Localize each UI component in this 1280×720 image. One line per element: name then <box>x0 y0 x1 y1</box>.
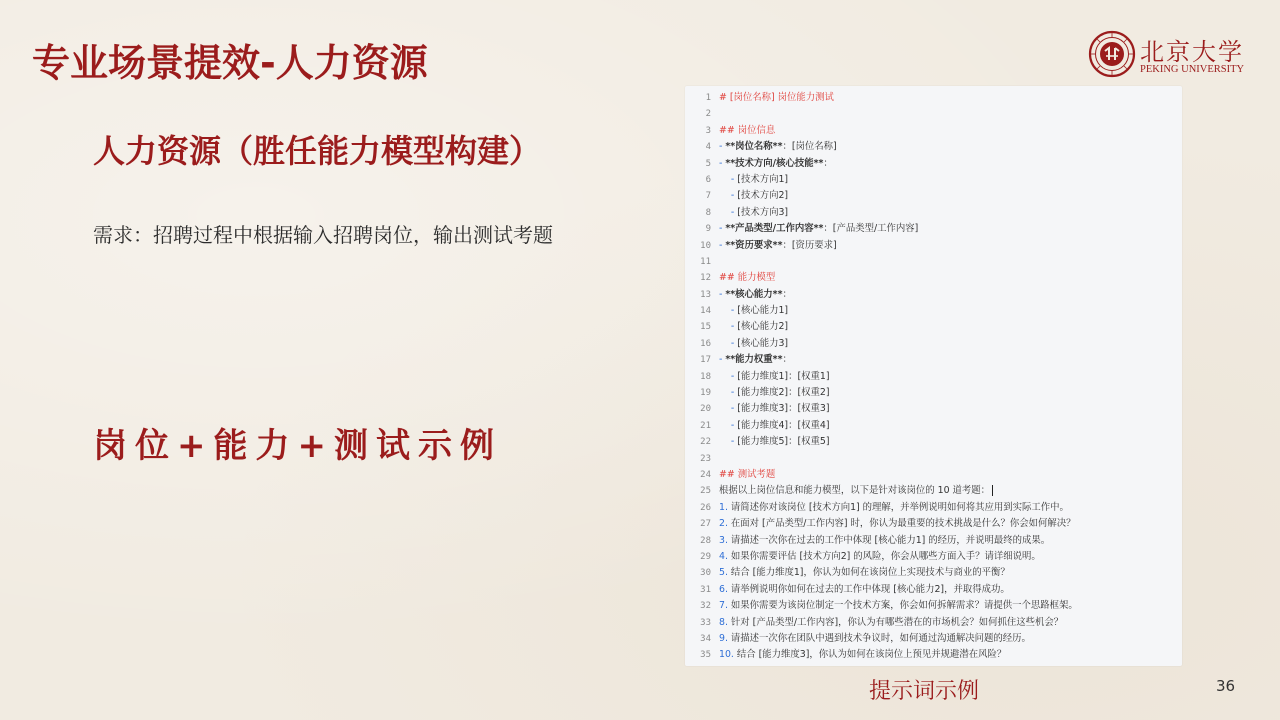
code-text: 1. 请简述你对该岗位 [技术方向1] 的理解，并举例说明如何将其应用到实际工作中。 <box>719 501 1069 513</box>
code-text: 7. 如果你需要为该岗位制定一个技术方案，你会如何拆解需求？请提供一个思路框架。 <box>719 600 1078 612</box>
code-line <box>685 615 1182 631</box>
code-text: 5. 结合 [能力维度1]，你认为如何在该岗位上实现技术与商业的平衡？ <box>719 567 1010 579</box>
code-text: - **能力权重**： <box>719 354 792 366</box>
code-text: - [核心能力3] <box>730 337 789 349</box>
line-number: 10 <box>700 240 711 251</box>
line-number: 1 <box>705 93 711 103</box>
code-text: # [岗位名称] 岗位能力测试 <box>719 92 834 103</box>
logo-chinese-name: 北京大学 <box>1140 38 1244 66</box>
code-text: ## 能力模型 <box>719 272 776 284</box>
code-line <box>685 500 1182 516</box>
code-line <box>685 172 1182 188</box>
code-text: - [核心能力2] <box>730 321 789 333</box>
code-line <box>685 401 1182 417</box>
code-text: 3. 请描述一次你在过去的工作中体现 [核心能力1] 的经历，并说明最终的成果。 <box>719 534 1051 546</box>
line-number: 27 <box>700 519 711 530</box>
line-number: 22 <box>700 437 711 448</box>
line-number: 34 <box>700 633 711 644</box>
code-text: 6. 请举例说明你如何在过去的工作中体现 [核心能力2]，并取得成功。 <box>719 583 1010 595</box>
code-text: - [能力维度2]：[权重2] <box>730 387 830 399</box>
code-text: 8. 针对 [产品类型/工作内容]，你认为有哪些潜在的市场机会？如何抓住这些机会？ <box>719 616 1064 628</box>
code-text: 4. 如果你需要评估 [技术方向2] 的风险，你会从哪些方面入手？请详细说明。 <box>719 550 1041 562</box>
code-line <box>685 549 1182 565</box>
code-text: - [能力维度5]：[权重5] <box>730 436 830 448</box>
code-line <box>685 270 1182 286</box>
line-number: 20 <box>700 404 711 415</box>
line-number: 17 <box>700 355 711 366</box>
code-line <box>685 123 1182 139</box>
code-line <box>685 106 1182 122</box>
code-line <box>685 369 1182 385</box>
code-line <box>685 319 1182 335</box>
code-text: 2. 在面对 [产品类型/工作内容] 时，你认为最重要的技术挑战是什么？你会如何解决？ <box>719 518 1076 530</box>
code-text: - [核心能力1] <box>730 305 789 317</box>
line-number: 4 <box>705 142 711 153</box>
code-text: - **技术方向/核心技能**： <box>719 157 833 169</box>
line-number: 11 <box>700 256 711 267</box>
line-number: 3 <box>705 125 711 136</box>
code-text: ## 测试考题 <box>719 468 776 480</box>
text-cursor <box>992 485 993 496</box>
prompt-code-panel <box>685 86 1182 666</box>
code-line <box>685 418 1182 434</box>
section-subtitle: 人力资源（胜任能力模型构建） <box>93 132 542 170</box>
code-text: - [能力维度1]：[权重1] <box>730 370 830 382</box>
code-line <box>685 451 1182 467</box>
line-number: 14 <box>700 306 711 317</box>
code-text: ## 岗位信息 <box>719 124 776 136</box>
code-line <box>685 565 1182 581</box>
slide-title: 专业场景提效-人力资源 <box>32 41 428 85</box>
code-line <box>685 156 1182 172</box>
line-number: 7 <box>705 191 711 202</box>
line-number: 15 <box>700 322 711 333</box>
requirement-text: 需求：招聘过程中根据输入招聘岗位，输出测试考题 <box>93 223 553 247</box>
line-number: 32 <box>700 601 711 612</box>
code-line <box>685 533 1182 549</box>
line-number: 30 <box>700 568 711 579</box>
line-number: 18 <box>700 371 711 382</box>
line-number: 23 <box>700 453 711 464</box>
code-text: - [技术方向1] <box>730 173 789 185</box>
code-line <box>685 385 1182 401</box>
line-number: 9 <box>705 224 711 235</box>
line-number: 21 <box>700 420 711 431</box>
line-number: 8 <box>705 207 711 218</box>
code-line <box>685 483 1182 499</box>
code-line <box>685 221 1182 237</box>
university-logo <box>1088 30 1258 80</box>
code-text: - [能力维度3]：[权重3] <box>730 403 830 415</box>
code-text: - [技术方向2] <box>730 190 789 202</box>
code-text: - [技术方向3] <box>730 206 789 218</box>
code-line <box>685 254 1182 270</box>
line-number: 25 <box>700 486 711 497</box>
line-number: 2 <box>705 109 711 120</box>
code-text: 10. 结合 [能力维度3]，你认为如何在该岗位上预见并规避潜在风险？ <box>719 649 1007 661</box>
line-number: 31 <box>700 584 711 595</box>
code-line <box>685 434 1182 450</box>
code-line <box>685 467 1182 483</box>
line-number: 12 <box>700 273 711 284</box>
code-caption: 提示词示例 <box>869 679 980 704</box>
code-line <box>685 205 1182 221</box>
code-line <box>685 188 1182 204</box>
line-number: 24 <box>700 469 711 480</box>
code-text: - **资历要求**：[资历要求] <box>719 239 837 251</box>
line-number: 33 <box>700 617 711 628</box>
code-text: 9. 请描述一次你在团队中遇到技术争议时，如何通过沟通解决问题的经历。 <box>719 632 1031 644</box>
code-line <box>685 516 1182 532</box>
line-number: 26 <box>700 502 711 513</box>
code-line <box>685 287 1182 303</box>
code-text: - **核心能力**： <box>719 288 792 300</box>
line-number: 19 <box>700 388 711 399</box>
code-line <box>685 90 1182 106</box>
line-number: 6 <box>705 174 711 185</box>
code-line <box>685 139 1182 155</box>
line-number: 5 <box>705 158 711 169</box>
code-line <box>685 631 1182 647</box>
code-line <box>685 647 1182 663</box>
formula-text: 岗位+能力+测试示例 <box>93 426 502 466</box>
line-number: 13 <box>700 289 711 300</box>
code-line <box>685 352 1182 368</box>
code-line <box>685 582 1182 598</box>
code-line <box>685 303 1182 319</box>
code-lines <box>685 86 1182 664</box>
code-line <box>685 336 1182 352</box>
line-number: 29 <box>700 551 711 562</box>
code-text: 根据以上岗位信息和能力模型，以下是针对该岗位的 10 道考题： <box>719 485 991 497</box>
page-number: 36 <box>1216 677 1236 695</box>
line-number: 16 <box>700 338 711 349</box>
line-number: 28 <box>700 535 711 546</box>
code-text: - **岗位名称**：[岗位名称] <box>719 141 837 153</box>
line-number: 35 <box>700 650 711 661</box>
code-text: - [能力维度4]：[权重4] <box>730 419 830 431</box>
code-line <box>685 238 1182 254</box>
code-line <box>685 598 1182 614</box>
peking-university-seal-icon <box>1088 30 1136 78</box>
code-text: - **产品类型/工作内容**：[产品类型/工作内容] <box>719 223 919 235</box>
logo-english-name: PEKING UNIVERSITY <box>1140 64 1245 75</box>
